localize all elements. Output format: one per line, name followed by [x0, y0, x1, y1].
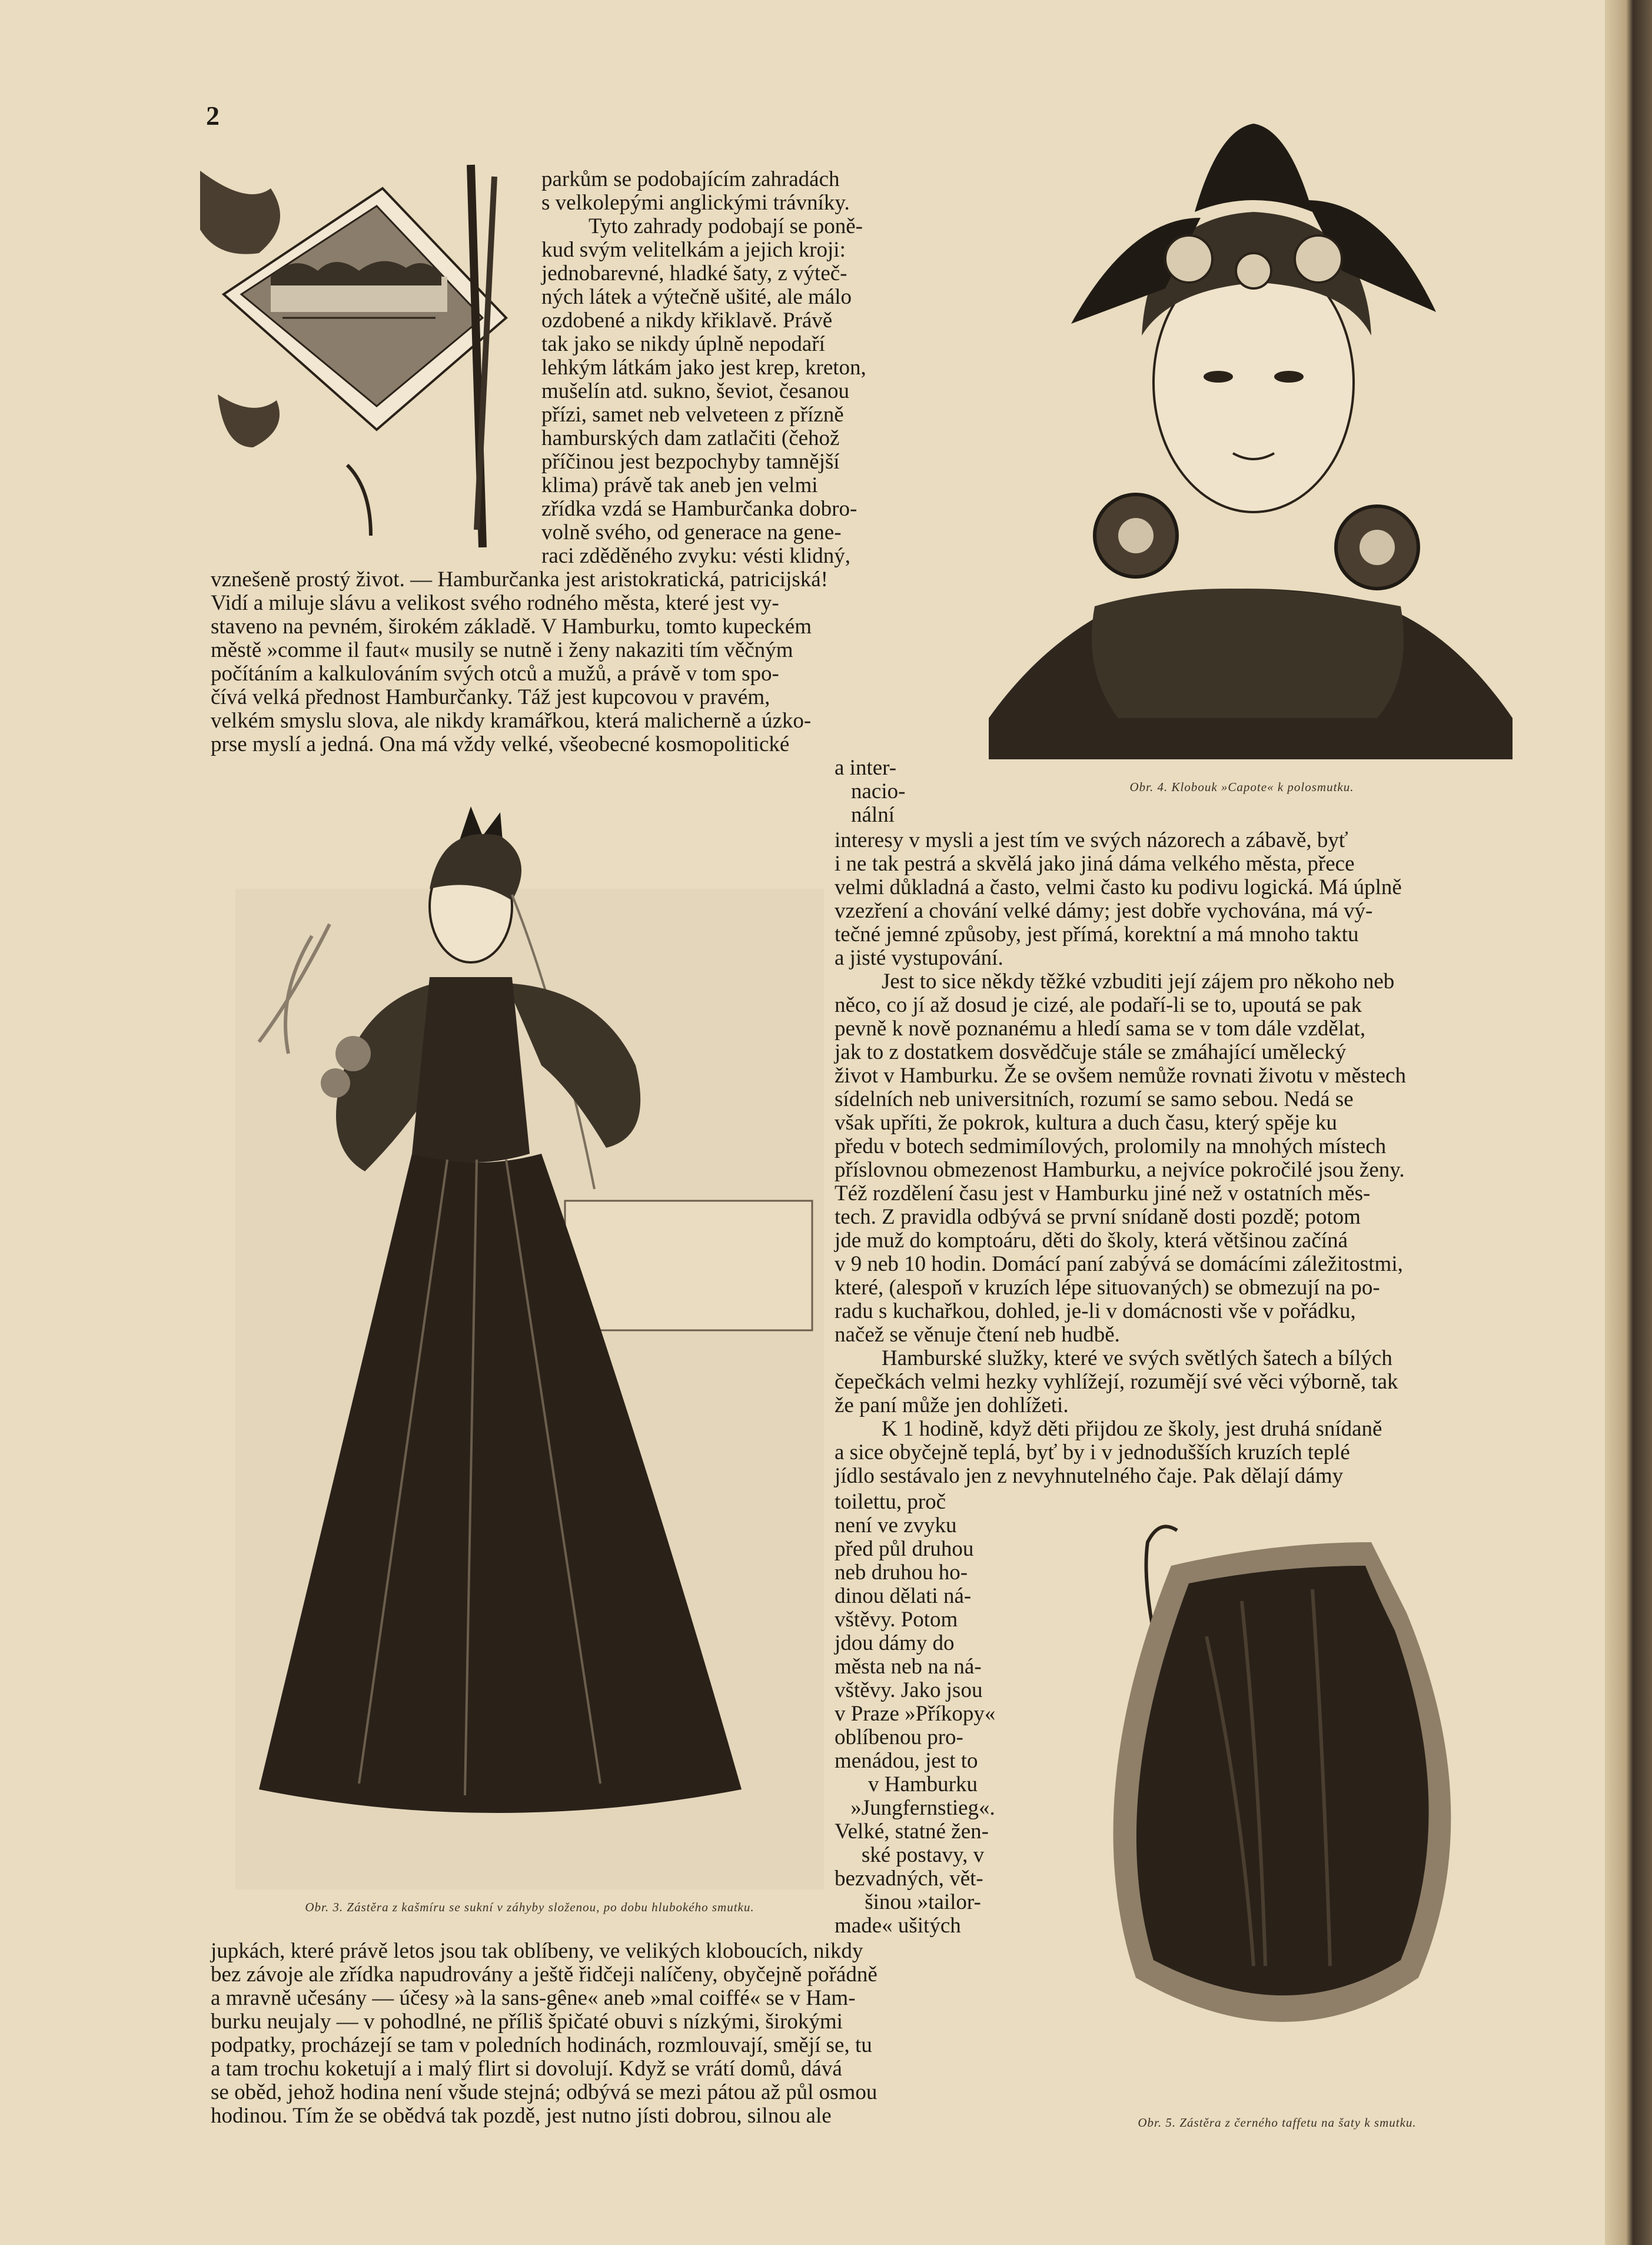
article-narrow-column: toilettu, proč není ve zvyku před půl druhou neb druhou ho- dinou dělati ná- vštěvy. Potom jdou dámy do města neb na ná- vštěvy. Jako jsou v Praze »Příkopy« oblíbenou pro- menádou, jest to v Hamburku »Jungfernstieg«. Velké, statné žen- ské postavy, v bezvadných, vět- šinou »tailor- made« ušitých	[835, 1490, 996, 1938]
apron-illustration	[1077, 1519, 1489, 2095]
figure-5-caption: Obr. 5. Zástěra z černého taffetu na šaty k smutku.	[1138, 2116, 1417, 2130]
article-wide-paragraph: vznešeně prostý život. — Hamburčanka jest aristokratická, patricijská! Vidí a miluje slávu a velikost svého rodného města, které jest vy- staveno na pevném, širokém základě. V Hamburku, tomto kupeckém městě »comme il faut« musily se nutně i ženy nakaziti tím věčným počítáním a kalkulováním svých otců a mužů, a právě v tom spo- čívá velká přednost Hamburčanky. Táž jest kupcovou v pravém, velkém smyslu slova, ale nikdy kramářkou, která malicherně a úzko- prse myslí a jedná. Ona má vždy velké, všeobecné kosmopolitické	[211, 567, 828, 756]
article-top-column: parkům se podobajícím zahradách s velkolepými anglickými trávníky. Tyto zahrady podobají se poně- kud svým velitelkám a jejich kroji: jednobarevné, hladké šaty, z výteč- ných látek a výtečně ušité, ale málo ozdobené a nikdy křiklavě. Právě tak jako se nikdy úplně nepodaří lehkým látkám jako jest krep, kreton, mušelín atd. sukno, ševiot, česanou přízi, samet neb velveteen z přízně hamburských dam zatlačiti (čehož příčinou jest bezpochyby tamnější klima) právě tak aneb jen velmi zřídka vzdá se Hamburčanka dobro- volně svého, od generace na gene- raci zděděného zvyku: vésti klidný,	[541, 167, 866, 568]
article-bottom-paragraph: jupkách, které právě letos jsou tak oblíbeny, ve velikých kloboucích, nikdy bez závoje ale zřídka napudrovány a ještě řidčeji nalíčeny, obyčejně pořádně a mravně učesány — účesy »à la sans-gêne« aneb »mal coiffé« se v Ham- burku neujaly — v pohodlné, ne příliš špičaté obuvi s nízkými, širokými podpatky, procházejí se tam v poledních hodinách, rozmlouvají, smějí se, tu a tam trochu koketují a i malý flirt si dovolují. Když se vrátí domů, dává se oběd, jehož hodina není všude stejná; odbývá se mezi pátou až půl osmou hodinou. Tím že se obědvá tak pozdě, jest nutno jísti dobrou, silnou ale	[211, 1939, 877, 2128]
article-right-column: interesy v mysli a jest tím ve svých názorech a zábavě, byť i ne tak pestrá a skvělá jako jiná dáma velkého města, přece velmi důkladná a často, velmi často ku podivu logická. Má úplně vzezření a chování velké dámy; jest dobře vychována, má vý- tečné jemné způsoby, jest přímá, korektní a má mnoho taktu a jisté vystupování. Jest to sice někdy těžké vzbuditi její zájem pro někoho neb něco, co jí až dosud je cizé, ale podaří-li se to, upoutá se pak pevně k nově poznanému a hledí sama se v tom dále vzdělat, jak to z dostatkem dosvědčuje stále se zmáhající umělecký život v Hamburku. Že se ovšem nemůže rovnati životu v městech sídelních neb universitních, rozumí se samo sebou. Nedá se však upříti, že pokrok, kultura a duch času, který spěje ku předu v botech sedmimílových, prolomily na mnohých místech příslovnou obmezenost Hamburku, a nejvíce pokročilé jsou ženy. Též rozdělení času jest v Hamburku jiné než v ostatních měs- tech. Z pravidla odbývá se první snídaně dosti pozdě; potom jde muž do komptoáru, děti do školy, která většinou začíná v 9 neb 10 hodin. Domácí paní zabývá se domácími záležitostmi, které, (alespoň v kruzích lépe situovaných) se obmezují na po- radu s kuchařkou, dohled, je-li v domácnosti vše v pořádku, načež se věnuje čtení neb hudbě. Hamburské služky, které ve svých světlých šatech a bílých čepečkách velmi hezky vyhlížejí, rozumějí své věci výborně, tak že paní může jen dohlížeti. K 1 hodině, když děti přijdou ze školy, jest druhá snídaně a sice obyčejně teplá, byť by i v jednodušších kruzích teplé jídlo sestávalo jen z nevyhnutelného čaje. Pak dělají dámy	[835, 828, 1406, 1488]
article-short-column: a inter- nacio- nální	[835, 756, 906, 827]
page-number: 2	[206, 101, 220, 131]
capote-hat-illustration	[989, 124, 1513, 759]
walking-dress-illustration	[235, 806, 824, 1889]
landscape-vignette-illustration	[200, 159, 530, 547]
page-edge-shadow	[1605, 0, 1652, 2245]
figure-4-caption: Obr. 4. Klobouk »Capote« k polosmutku.	[1129, 780, 1354, 794]
figure-3-caption: Obr. 3. Zástěra z kašmíru se sukní v záhyby složenou, po dobu hlubokého smutku.	[305, 1900, 754, 1914]
